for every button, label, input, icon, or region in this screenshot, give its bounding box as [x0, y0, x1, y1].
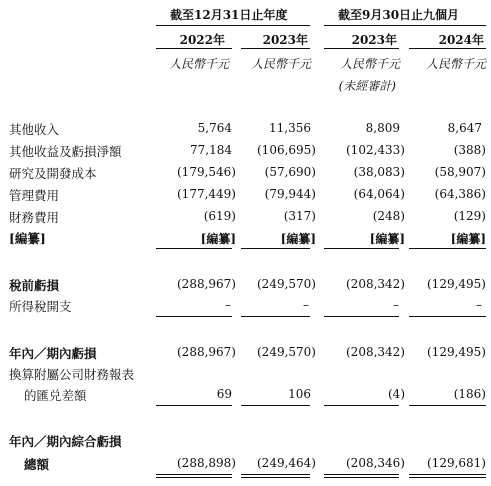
value-cell: 11,356	[269, 121, 311, 135]
year-rule-2	[241, 48, 310, 49]
row-label-translation-2: 的匯兑差額	[24, 388, 87, 403]
value-cell: (249,570)	[257, 345, 316, 359]
value-cell: (129,681)	[427, 456, 486, 470]
unit-col3: 人民幣千元	[339, 57, 400, 71]
subtotal-rule	[324, 248, 399, 249]
value-cell: (57,690)	[264, 165, 316, 179]
value-cell: (102,433)	[346, 143, 405, 157]
value-cell: 8,809	[365, 121, 400, 135]
value-cell: [編纂]	[200, 232, 236, 246]
year-rule-3	[324, 48, 399, 49]
value-cell: (619)	[203, 209, 236, 223]
total-double-rule	[156, 474, 232, 478]
subtotal-rule	[156, 405, 232, 406]
value-cell: (249,570)	[257, 277, 316, 291]
subtotal-rule	[324, 405, 399, 406]
subtotal-rule	[156, 248, 232, 249]
row-label-other-gains-losses: 其他收益及虧損淨額	[9, 144, 122, 159]
row-label-total-comprehensive-2: 總額	[24, 457, 50, 472]
value-cell: (129)	[453, 209, 486, 223]
value-cell: 8,647	[447, 121, 482, 135]
value-cell: (38,083)	[353, 165, 405, 179]
value-cell: (249,464)	[257, 456, 316, 470]
row-label-other-income: 其他收入	[9, 122, 60, 137]
value-cell: 5,764	[197, 121, 232, 135]
value-cell: (129,495)	[427, 345, 486, 359]
value-cell: 69	[216, 387, 232, 401]
value-cell: (288,967)	[177, 277, 236, 291]
value-cell: –	[303, 298, 309, 312]
header-rule-1	[156, 25, 310, 26]
subtotal-rule	[241, 248, 310, 249]
year-header-col4: 2024年	[438, 33, 484, 47]
value-cell: –	[476, 298, 482, 312]
value-cell: (64,386)	[434, 187, 486, 201]
year-header-col1: 2022年	[179, 33, 225, 47]
total-double-rule	[324, 474, 399, 478]
unaudited-note: (未經審計)	[338, 79, 396, 93]
value-cell: (64,064)	[353, 187, 405, 201]
subtotal-rule	[409, 405, 486, 406]
value-cell: (288,967)	[177, 345, 236, 359]
value-cell: (248)	[372, 209, 405, 223]
value-cell: (208,342)	[346, 277, 405, 291]
total-double-rule	[409, 474, 486, 478]
row-label-rd-costs: 研究及開發成本	[9, 166, 97, 181]
header-group-nine-months: 截至9月30日止九個月	[338, 8, 460, 22]
row-label-finance-costs: 財務費用	[9, 210, 60, 225]
value-cell: –	[393, 298, 399, 312]
value-cell: (177,449)	[177, 187, 236, 201]
value-cell: (288,898)	[177, 456, 236, 470]
value-cell: 106	[288, 387, 311, 401]
value-cell: (179,546)	[177, 165, 236, 179]
subtotal-rule	[409, 248, 486, 249]
subtotal-rule	[241, 316, 310, 317]
value-cell: (106,695)	[257, 143, 316, 157]
unit-col2: 人民幣千元	[250, 57, 311, 71]
row-label-translation-1: 換算附屬公司財務報表	[9, 367, 135, 382]
header-group-year-ended: 截至12月31日止年度	[170, 8, 288, 22]
value-cell: (58,907)	[434, 165, 486, 179]
row-label-admin-expenses: 管理費用	[9, 188, 60, 203]
row-label-loss-before-tax: 稅前虧損	[9, 278, 60, 293]
value-cell: (388)	[453, 143, 486, 157]
subtotal-rule	[156, 316, 232, 317]
row-label-loss-for-period: 年內／期內虧損	[9, 346, 97, 361]
year-rule-1	[156, 48, 232, 49]
value-cell: –	[225, 298, 231, 312]
year-header-col2: 2023年	[262, 33, 308, 47]
value-cell: [編纂]	[280, 232, 316, 246]
row-label-total-comprehensive-1: 年內／期內綜合虧損	[9, 434, 122, 449]
value-cell: [編纂]	[450, 232, 486, 246]
subtotal-rule	[409, 316, 486, 317]
total-double-rule	[241, 474, 310, 478]
year-header-col3: 2023年	[351, 33, 397, 47]
unit-col4: 人民幣千元	[425, 57, 486, 71]
row-label-income-tax: 所得稅開支	[9, 299, 72, 314]
value-cell: (208,342)	[346, 345, 405, 359]
year-rule-4	[409, 48, 486, 49]
subtotal-rule	[324, 316, 399, 317]
value-cell: 77,184	[190, 143, 232, 157]
value-cell: (129,495)	[427, 277, 486, 291]
value-cell: (317)	[283, 209, 316, 223]
value-cell: (208,346)	[346, 456, 405, 470]
unit-col1: 人民幣千元	[168, 57, 229, 71]
value-cell: (186)	[453, 387, 486, 401]
subtotal-rule	[241, 405, 310, 406]
row-label-redacted: [編纂]	[9, 231, 46, 246]
value-cell: (79,944)	[264, 187, 316, 201]
header-rule-2	[324, 25, 486, 26]
value-cell: [編纂]	[369, 232, 405, 246]
value-cell: (4)	[388, 387, 405, 401]
